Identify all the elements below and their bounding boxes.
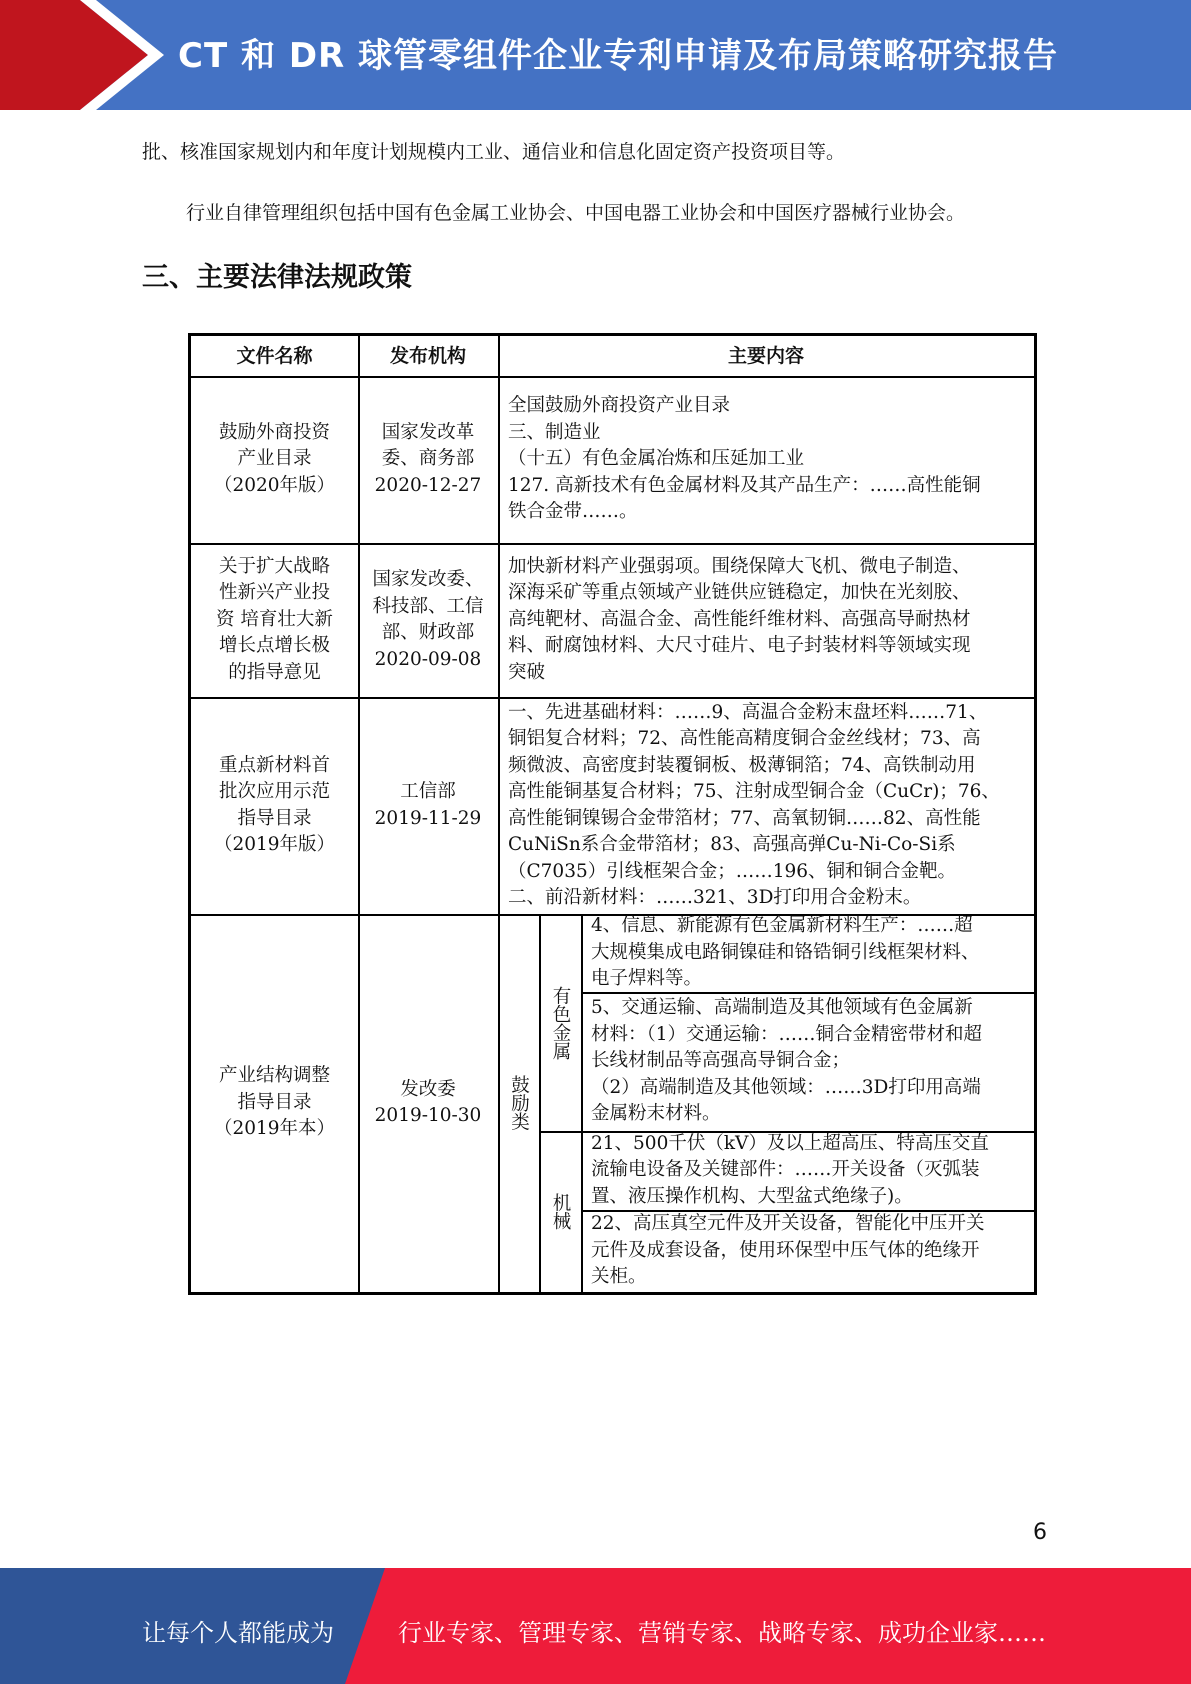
page-footer xyxy=(0,1568,1191,1684)
table-row-4-name: 产业结构调整 指导目录 （2019年本） xyxy=(213,1065,336,1140)
table-row-1-content: 全国鼓励外商投资产业目录 三、制造业 （十五）有色金属冶炼和压延加工业 127. 高新技术有色金属材料及其产品生产：……高性能铜 铁合金带……。 xyxy=(508,395,981,523)
report-title: CT 和 DR 球管零组件企业专利申请及布局策略研究报告 xyxy=(178,36,1059,76)
table-row-3-org: 工信部 2019-11-29 xyxy=(374,781,482,829)
table-row-1-org: 国家发改革 委、商务部 2020-12-27 xyxy=(374,421,482,496)
paragraph-1: 批、核准国家规划内和年度计划规模内工业、通信业和信息化固定资产投资项目等。 xyxy=(142,141,846,163)
footer-slogan-right: 行业专家、管理专家、营销专家、战略专家、成功企业家…… xyxy=(398,1619,1046,1647)
page-header xyxy=(0,0,1191,110)
machinery-item-22: 22、高压真空元件及开关设备，智能化中压开关 元件及成套设备，使用环保型中压气体的绝缘开 关柜。 xyxy=(591,1213,985,1288)
table-row-3-content: 一、先进基础材料：……9、高温合金粉末盘坯料……71、 铜铝复合材料；72、高性能高精度铜合金丝线材；73、高 频微波、高密度封装覆铜板、极薄铜箔；74、高铁制动用 高性能铜基复合材料；75、注射成型铜合金（CuCr)；76、 高性能铜镍锡合金带箔材；77、高氧韧铜……82、高性能 CuNiSn系合金带箔材；83、高强高弹Cu-Ni-Co-Si系 （C7035）引线框架合金；……196、铜和铜合金靶。 二、前沿新材料：……321、3D打印用合金粉末。 xyxy=(508,701,1000,908)
subgroup-nonferrous-label: 有色金属 xyxy=(550,985,571,1060)
table-row-2-content: 加快新材料产业强弱项。围绕保障大飞机、微电子制造、 深海采矿等重点领域产业链供应链稳定，加快在光刻胶、 高纯靶材、高温合金、高性能纤维材料、高强高导耐热材 料、耐腐蚀材料、大尺寸硅片、电子封装材料等领域实现 突破 xyxy=(508,555,971,683)
table-row-4-category xyxy=(498,914,539,1292)
table-row-3-name: 重点新材料首 批次应用示范 指导目录 （2019年版） xyxy=(213,754,336,855)
policy-table xyxy=(188,333,1037,1295)
section-heading: 三、主要法律法规政策 xyxy=(142,262,412,293)
table-row-1-name: 鼓励外商投资 产业目录 （2020年版） xyxy=(213,421,336,496)
subgroup-machinery-label: 机械 xyxy=(550,1193,571,1230)
table-row-4-org: 发改委 2019-10-30 xyxy=(374,1078,482,1126)
header-publisher: 发布机构 xyxy=(389,344,466,367)
table-row-2-org: 国家发改委、 科技部、工信 部、财政部 2020-09-08 xyxy=(372,569,484,670)
header-file-name: 文件名称 xyxy=(236,344,313,367)
page-number: 6 xyxy=(1033,1520,1047,1545)
paragraph-2: 行业自律管理组织包括中国有色金属工业协会、中国电器工业协会和中国医疗器械行业协会。 xyxy=(186,202,966,224)
machinery-item-21: 21、500千伏（kV）及以上超高压、特高压交直 流输电设备及关键部件：……开关设备（灭弧装 置、液压操作机构、大型盆式绝缘子)。 xyxy=(591,1132,989,1207)
table-row-2-name: 关于扩大战略 性新兴产业投 资 培育壮大新 增长点增长极 的指导意见 xyxy=(216,555,333,683)
header-main-content: 主要内容 xyxy=(727,344,804,367)
nonferrous-item-5: 5、交通运输、高端制造及其他领域有色金属新 材料：（1）交通运输：……铜合金精密带材和超 长线材制品等高强高导铜合金； （2）高端制造及其他领域：……3D打印用高端 金属粉末材料。 xyxy=(591,997,983,1125)
category-label: 鼓励类 xyxy=(508,1075,530,1131)
footer-slogan-left: 让每个人都能成为 xyxy=(142,1619,334,1647)
nonferrous-item-4: 4、信息、新能源有色金属新材料生产：……超 大规模集成电路铜镍硅和铬锆铜引线框架材料、 电子焊料等。 xyxy=(591,915,980,990)
